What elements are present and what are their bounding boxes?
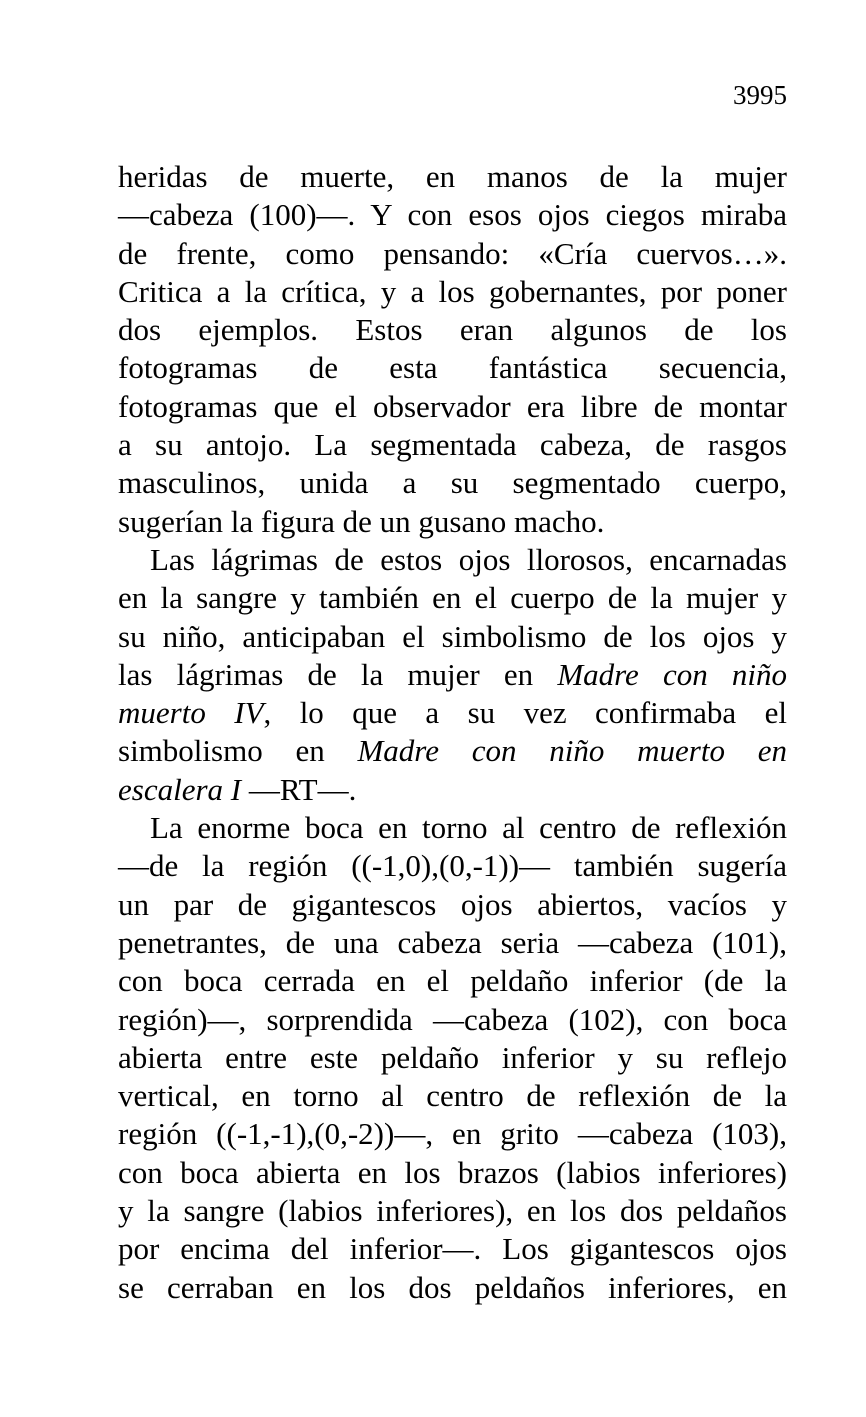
text-run: a su antojo. La segmentada cabeza, de rasgos xyxy=(118,427,787,463)
paragraph xyxy=(118,809,787,1307)
text-run: se cerraban en los dos peldaños inferiores, en xyxy=(118,1269,787,1305)
text-line xyxy=(118,235,787,273)
paragraph xyxy=(118,158,787,541)
text-run: Las lágrimas de estos ojos llorosos, encarnadas xyxy=(150,541,787,577)
body-text xyxy=(118,158,787,1307)
italic-title: Madre con niño xyxy=(557,656,787,692)
text-run: de frente, como pensando: «Cría cuervos…». xyxy=(118,235,787,271)
text-line xyxy=(118,1230,787,1268)
text-line xyxy=(118,464,787,502)
text-line xyxy=(118,273,787,311)
text-run: —de la región ((-1,0),(0,-1))— también sugería xyxy=(118,848,787,884)
text-run: las lágrimas de la mujer en xyxy=(118,656,558,692)
text-run: La enorme boca en torno al centro de reflexión xyxy=(150,810,787,846)
text-line xyxy=(118,1154,787,1192)
text-run: en la sangre y también en el cuerpo de la mujer y xyxy=(118,580,787,616)
text-line xyxy=(118,1077,787,1115)
text-run: , lo que a su vez confirmaba el xyxy=(263,695,787,731)
text-run: penetrantes, de una cabeza seria —cabeza (101), xyxy=(118,924,787,960)
text-line xyxy=(118,771,787,809)
text-line xyxy=(118,1001,787,1039)
paragraph xyxy=(118,541,787,809)
text-run: región ((-1,-1),(0,-2))—, en grito —cabeza (103), xyxy=(118,1116,787,1152)
text-line xyxy=(118,886,787,924)
text-line xyxy=(118,503,787,541)
text-line xyxy=(118,962,787,1000)
text-line xyxy=(118,924,787,962)
text-run: con boca cerrada en el peldaño inferior (de la xyxy=(118,963,787,999)
text-line xyxy=(118,541,787,579)
text-run: un par de gigantescos ojos abiertos, vacíos y xyxy=(118,886,787,922)
text-run: región)—, sorprendida —cabeza (102), con boca xyxy=(118,1001,787,1037)
italic-title: escalera I xyxy=(118,771,242,807)
text-run: Critica a la crítica, y a los gobernantes, por poner xyxy=(118,273,787,309)
text-line xyxy=(118,388,787,426)
text-run: su niño, anticipaban el simbolismo de los ojos y xyxy=(118,618,787,654)
text-run: por encima del inferior—. Los gigantescos ojos xyxy=(118,1231,787,1267)
italic-title: muerto IV xyxy=(118,695,264,731)
text-run: heridas de muerte, en manos de la mujer xyxy=(118,159,787,194)
text-line xyxy=(118,618,787,656)
text-run: dos ejemplos. Estos eran algunos de los xyxy=(118,312,787,348)
text-line xyxy=(118,1115,787,1153)
text-line xyxy=(118,732,787,770)
text-run: abierta entre este peldaño inferior y su reflejo xyxy=(118,1039,787,1075)
text-line xyxy=(118,694,787,732)
text-run: fotogramas de esta fantástica secuencia, xyxy=(118,350,787,386)
text-run: —RT—. xyxy=(241,771,357,807)
text-run: —cabeza (100)—. Y con esos ojos ciegos miraba xyxy=(118,197,787,233)
text-line xyxy=(118,311,787,349)
text-line xyxy=(118,349,787,387)
text-run: sugerían la figura de un gusano macho. xyxy=(118,503,605,539)
text-run: masculinos, unida a su segmentado cuerpo, xyxy=(118,465,787,501)
text-line xyxy=(118,1269,787,1307)
text-line xyxy=(118,579,787,617)
text-line xyxy=(118,158,787,196)
text-line xyxy=(118,196,787,234)
text-line xyxy=(118,426,787,464)
text-run: simbolismo en xyxy=(118,733,358,769)
text-line xyxy=(118,809,787,847)
text-run: y la sangre (labios inferiores), en los dos peldaños xyxy=(118,1193,787,1229)
text-run: con boca abierta en los brazos (labios inferiores) xyxy=(118,1154,787,1190)
text-run: fotogramas que el observador era libre de montar xyxy=(118,388,787,424)
page-number: 3995 xyxy=(733,80,787,110)
italic-title: Madre con niño muerto en xyxy=(357,733,787,769)
text-line xyxy=(118,1039,787,1077)
text-line xyxy=(118,847,787,885)
text-line xyxy=(118,656,787,694)
text-run: vertical, en torno al centro de reflexión de la xyxy=(118,1078,787,1114)
text-line xyxy=(118,1192,787,1230)
